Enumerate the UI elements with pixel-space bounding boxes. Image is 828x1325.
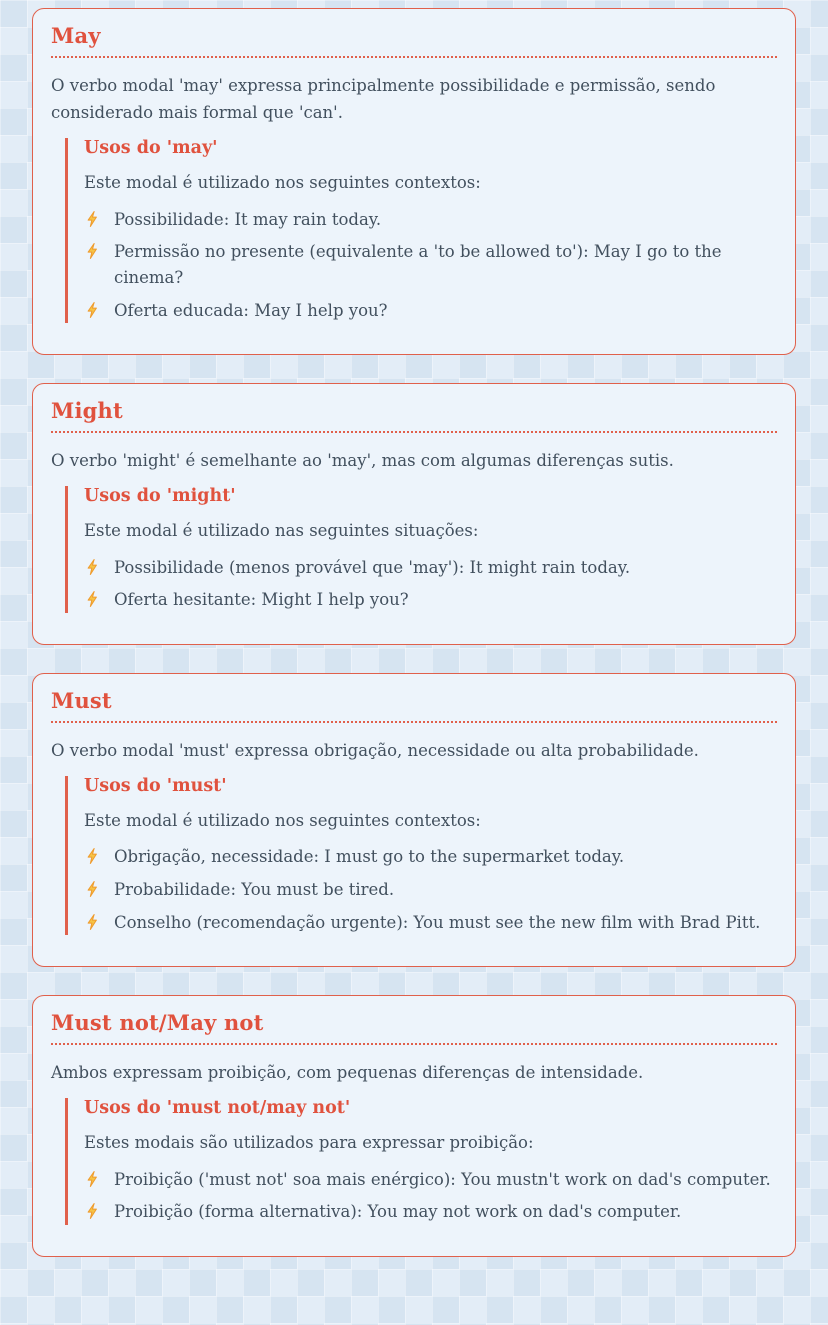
subsection-title: Usos do 'may' — [84, 138, 218, 159]
card-title: Must not/May not — [51, 1010, 777, 1045]
usage-item-text: Oferta hesitante: Might I help you? — [114, 590, 409, 610]
usage-subsection — [65, 1098, 777, 1225]
usage-item-text: Possibilidade: It may rain today. — [114, 209, 382, 229]
subsection-intro: Este modal é utilizado nas seguintes situações: — [84, 521, 479, 541]
modal-verb-card — [32, 673, 796, 967]
usage-item-text: Proibição (forma alternativa): You may not work on dad's computer. — [114, 1202, 682, 1222]
lightning-icon — [84, 242, 102, 260]
subsection-intro: Este modal é utilizado nos seguintes contextos: — [84, 811, 481, 831]
usage-list — [84, 1167, 777, 1225]
usage-list — [84, 555, 777, 613]
usage-item-text: Oferta educada: May I help you? — [114, 300, 388, 320]
usage-item — [84, 587, 777, 613]
usage-subsection — [65, 138, 777, 323]
card-title: Might — [51, 398, 777, 433]
usage-item — [84, 910, 777, 936]
subsection-intro: Este modal é utilizado nos seguintes contextos: — [84, 173, 481, 193]
lightning-icon — [84, 880, 102, 898]
usage-item-text: Conselho (recomendação urgente): You must see the new film with Brad Pitt. — [114, 912, 761, 932]
subsection-title: Usos do 'must' — [84, 776, 227, 797]
usage-item — [84, 1199, 777, 1225]
usage-item — [84, 877, 777, 903]
lightning-icon — [84, 1170, 102, 1188]
lightning-icon — [84, 1202, 102, 1220]
lightning-icon — [84, 590, 102, 608]
usage-item — [84, 298, 777, 324]
usage-list — [84, 844, 777, 935]
lightning-icon — [84, 913, 102, 931]
usage-item-text: Probabilidade: You must be tired. — [114, 879, 395, 899]
card-intro: O verbo modal 'must' expressa obrigação, necessidade ou alta probabilidade. — [51, 740, 699, 760]
usage-item — [84, 844, 777, 870]
usage-item — [84, 239, 777, 290]
usage-subsection — [65, 776, 777, 935]
usage-item — [84, 555, 777, 581]
usage-subsection — [65, 486, 777, 613]
subsection-title: Usos do 'might' — [84, 486, 236, 507]
usage-list — [84, 207, 777, 323]
card-title: May — [51, 23, 777, 58]
subsection-title: Usos do 'must not/may not' — [84, 1098, 351, 1119]
card-intro: O verbo 'might' é semelhante ao 'may', mas com algumas diferenças sutis. — [51, 451, 674, 471]
card-title: Must — [51, 688, 777, 723]
usage-item-text: Permissão no presente (equivalente a 'to be allowed to'): May I go to the cinema? — [114, 242, 722, 287]
lightning-icon — [84, 301, 102, 319]
usage-item-text: Proibição ('must not' soa mais enérgico): You mustn't work on dad's computer. — [114, 1169, 771, 1189]
lightning-icon — [84, 558, 102, 576]
modal-verb-card — [32, 995, 796, 1257]
modal-verb-card — [32, 383, 796, 645]
usage-item — [84, 207, 777, 233]
lightning-icon — [84, 210, 102, 228]
subsection-intro: Estes modais são utilizados para expressar proibição: — [84, 1133, 534, 1153]
lightning-icon — [84, 847, 102, 865]
modal-verb-card — [32, 8, 796, 355]
card-intro: Ambos expressam proibição, com pequenas diferenças de intensidade. — [51, 1063, 644, 1083]
usage-item-text: Obrigação, necessidade: I must go to the supermarket today. — [114, 847, 625, 867]
card-intro: O verbo modal 'may' expressa principalmente possibilidade e permissão, sendo considerado mais formal que 'can'. — [51, 76, 716, 123]
usage-item-text: Possibilidade (menos provável que 'may'): It might rain today. — [114, 557, 631, 577]
